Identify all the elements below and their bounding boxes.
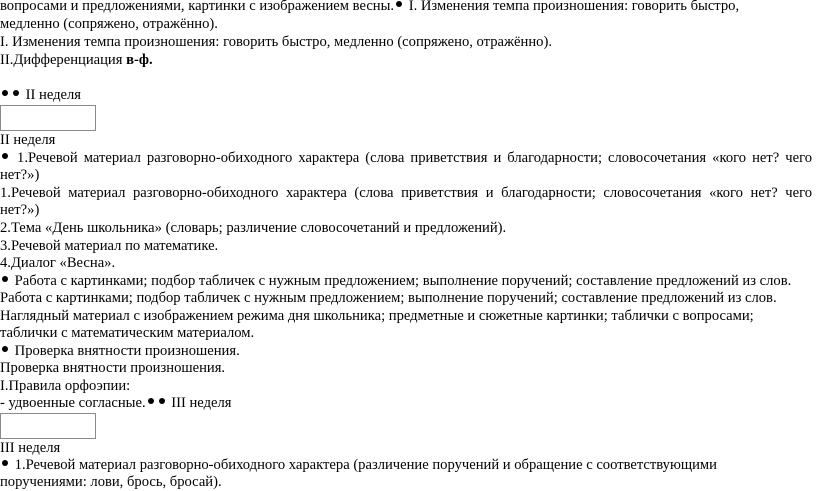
text-fragment: III неделя [167,395,232,411]
text-fragment: вопросами и предложениями, картинки с изображением весны. [0,0,395,14]
text-line [0,457,717,474]
bullet-icon [13,90,19,96]
text-line [0,273,791,290]
text-fragment: II неделя [22,87,82,103]
text-line: I. Изменения темпа произношения: говорить быстро, медленно (сопряжено, отражённо). [0,34,552,50]
text-fragment: Работа с картинками; подбор табличек с нужным предложением; выполнение поручений; составление предложений из слов. [11,273,792,289]
empty-frame [0,105,96,131]
text-line [0,0,739,15]
text-line: II неделя [0,132,56,148]
text-line: Наглядный материал с изображением режима дня школьника; предметные и сюжетные картинки; таблички с вопросами; [0,308,754,324]
text-line: 2.Тема «День школьника» (словарь; различение словосочетаний и предложений). [0,220,507,236]
text-line: нет?») [0,167,40,183]
text-line: III неделя [0,440,61,456]
bullet-icon [396,1,402,7]
bullet-icon [148,398,154,404]
bullet-icon [159,398,165,404]
empty-frame [0,413,96,439]
text-line: I.Правила орфоэпии: [0,378,131,394]
text-line: таблички с математическим материалом. [0,325,255,341]
text-fragment: - удвоенные согласные. [0,395,146,411]
text-line [0,150,812,167]
text-fragment: 1.Речевой материал разговорно-обиходного характера (слова приветствия и благодарности; словосочетания «кого нет? чего [11,150,812,166]
text-line: поручениями: лови, брось, бросай). [0,474,222,490]
text-fragment: 1.Речевой материал разговорно-обиходного характера (различение поручений и обращение с соответствующими [11,457,717,473]
text-line [0,343,240,360]
text-line [0,395,231,412]
text-line: медленно (сопряжено, отражённо). [0,16,218,32]
text-fragment: I. Изменения темпа произношения: говорить быстро, [405,0,740,14]
text-line [0,87,81,104]
bullet-icon [2,276,8,282]
text-line: 1.Речевой материал разговорно-обиходного характера (слова приветствия и благодарности; словосочетания «кого нет? чего [0,185,812,201]
text-line: Работа с картинками; подбор табличек с нужным предложением; выполнение поручений; составление предложений из слов. [0,290,777,306]
text-line: 4.Диалог «Весна». [0,255,116,271]
bullet-icon [2,346,8,352]
text-line [0,52,153,69]
text-fragment: II.Дифференциация [0,52,127,68]
bullet-icon [2,153,8,159]
text-fragment: Проверка внятности произношения. [11,343,240,359]
bold-text: в-ф. [126,52,153,68]
text-line: Проверка внятности произношения. [0,360,226,376]
text-line: 3.Речевой материал по математике. [0,238,219,254]
bullet-icon [2,460,8,466]
text-line: нет?») [0,202,40,218]
bullet-icon [2,90,8,96]
